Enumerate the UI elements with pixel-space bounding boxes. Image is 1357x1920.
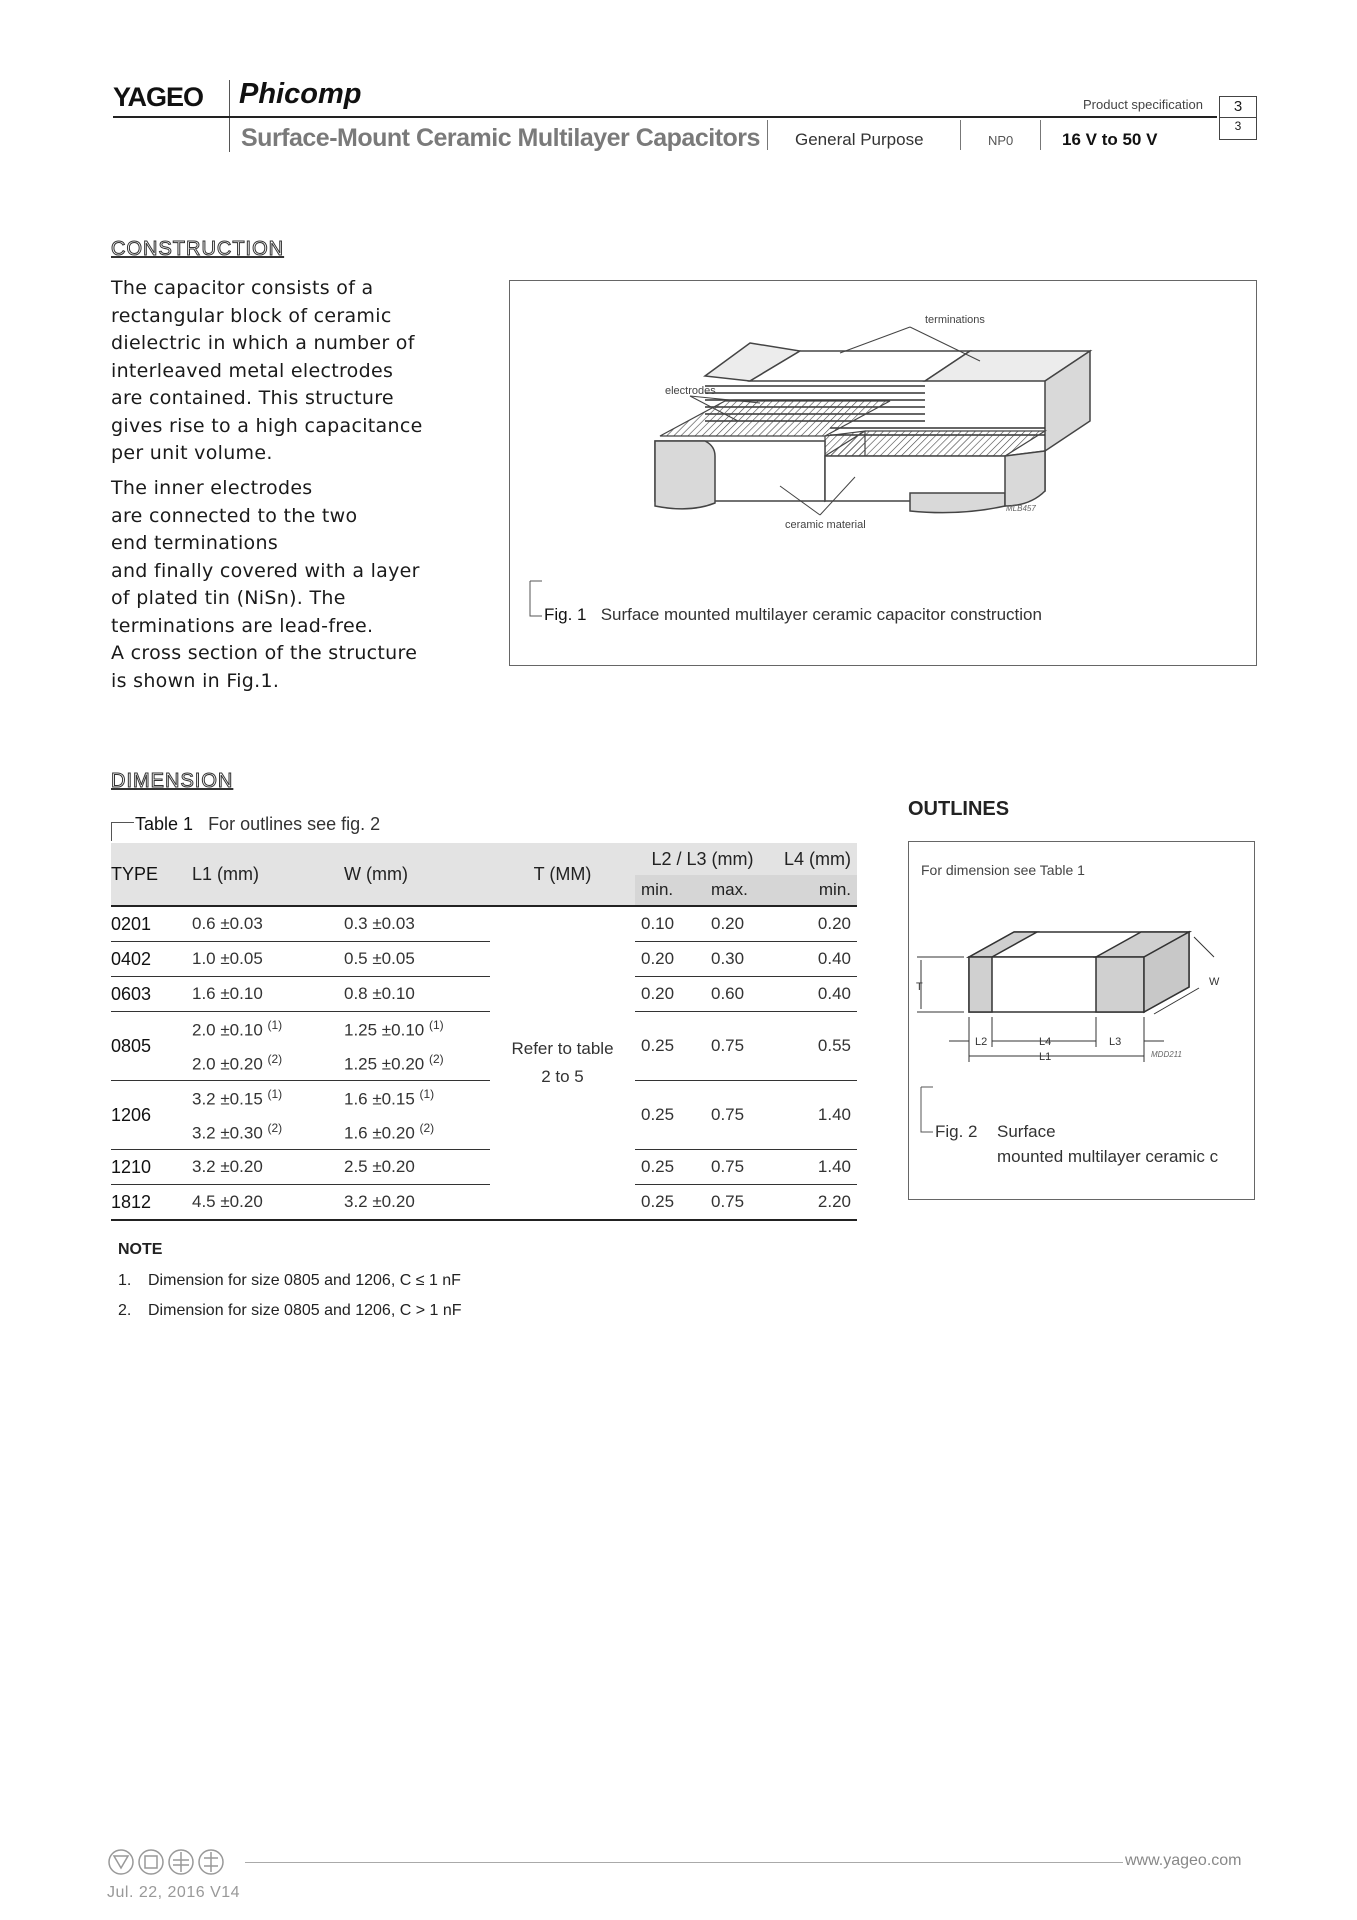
- fig2-caption-num: Fig. 2: [935, 1122, 978, 1141]
- dielectric: NP0: [988, 133, 1014, 148]
- cell-w: 0.3 ±0.03: [338, 906, 490, 942]
- fig2-label-w: W: [1209, 976, 1220, 988]
- col-type: TYPE: [111, 843, 186, 906]
- note-item: 1. Dimension for size 0805 and 1206, C ≤ 1 nF: [118, 1272, 461, 1289]
- fig1-caption-text: Surface mounted multilayer ceramic capacitor construction: [600, 605, 1042, 624]
- fig1-label-ceramic: ceramic material: [785, 519, 866, 531]
- cell-l2-min: 0.10: [635, 906, 705, 942]
- cell-w: 0.8 ±0.10: [338, 977, 490, 1012]
- construction-para-1-line: per unit volume.: [111, 442, 273, 464]
- phicomp-logo: Phicomp: [239, 78, 362, 110]
- cell-w: 1.25 ±0.10 $^{(1)}$: [344, 1017, 444, 1040]
- fig1-caption: [544, 605, 1042, 625]
- fig2-label-l2: L2: [975, 1036, 988, 1048]
- document-title: Surface-Mount Ceramic Multilayer Capacitors: [241, 124, 760, 152]
- fig2-label-l1: L1: [1039, 1051, 1052, 1063]
- table-row: [111, 1150, 857, 1185]
- cell-l2-max: 0.75: [705, 1012, 770, 1081]
- cell-l2-min: 0.20: [635, 977, 705, 1012]
- table-row: [111, 1185, 857, 1221]
- cell-l2-min: 0.25: [635, 1081, 705, 1150]
- header-rule: [113, 116, 1217, 118]
- cell-l1: 3.2 ±0.15 $^{(1)}$: [192, 1086, 283, 1109]
- cell-w: 0.5 ±0.05: [338, 942, 490, 977]
- voltage-range: 16 V to 50 V: [1062, 130, 1158, 149]
- construction-para-2-line: and finally covered with a layer: [111, 559, 420, 582]
- table-row: [111, 1012, 857, 1047]
- page-current: 3: [1233, 98, 1243, 115]
- notes-heading: NOTE: [118, 1241, 163, 1258]
- construction-para-2: [111, 475, 451, 695]
- table-row: [111, 977, 857, 1012]
- col-l2-max: max.: [705, 875, 770, 906]
- cell-w: 2.5 ±0.20: [338, 1150, 490, 1185]
- cell-l4-min: 2.20: [770, 1185, 857, 1221]
- fig1-code: MLB457: [1006, 504, 1036, 513]
- col-l4: L4 (mm): [770, 843, 857, 875]
- cell-type: 0603: [111, 977, 186, 1012]
- fig1-label-terminations: terminations: [925, 314, 985, 326]
- cell-l1: 1.0 ±0.05: [186, 942, 338, 977]
- note-item: 2. Dimension for size 0805 and 1206, C > 1 nF: [118, 1302, 462, 1319]
- footer-rule: [245, 1862, 1123, 1863]
- cell-l2-max: 0.60: [705, 977, 770, 1012]
- cell-l4-min: 0.20: [770, 906, 857, 942]
- fig2-code: MDD211: [1151, 1050, 1182, 1059]
- construction-heading: CONSTRUCTION: [111, 238, 285, 260]
- table-row: [111, 906, 857, 942]
- cell-l4-min: 0.55: [770, 1012, 857, 1081]
- construction-para-1-line: dielectric in which a number of: [111, 332, 415, 354]
- cell-w: 1.25 ±0.20 $^{(2)}$: [338, 1046, 490, 1081]
- construction-para-1-line: gives rise to a high capacitance: [111, 414, 423, 437]
- fig2-see-table: For dimension see Table 1: [921, 862, 1085, 878]
- footer-url[interactable]: www.yageo.com: [1125, 1852, 1242, 1869]
- fig2-caption-line1: Surface: [997, 1122, 1056, 1141]
- fig2-caption-line2: mounted multilayer ceramic c: [997, 1147, 1219, 1166]
- cell-l2-max: 0.75: [705, 1185, 770, 1221]
- cell-l2-max: 0.20: [705, 906, 770, 942]
- fig2-label-l3: L3: [1109, 1036, 1122, 1048]
- construction-para-2-line: terminations are lead-free.: [111, 614, 374, 637]
- cell-l2-max: 0.75: [705, 1150, 770, 1185]
- col-l4-min: min.: [770, 875, 857, 906]
- cell-l4-min: 1.40: [770, 1081, 857, 1150]
- cell-type: 0402: [111, 942, 186, 977]
- col-l1: L1 (mm): [186, 843, 338, 906]
- cell-l1: 2.0 ±0.10 $^{(1)}$: [192, 1017, 283, 1040]
- cell-l1: 3.2 ±0.20: [186, 1150, 338, 1185]
- certification-icons: [107, 1846, 247, 1878]
- cell-l2-min: 0.25: [635, 1150, 705, 1185]
- cell-l2-min: 0.25: [635, 1185, 705, 1221]
- construction-para-2-line: The inner electrodes: [111, 477, 313, 499]
- cell-l1: 3.2 ±0.30 $^{(2)}$: [186, 1115, 338, 1150]
- cell-l2-max: 0.30: [705, 942, 770, 977]
- table1-caption-num: Table 1: [135, 814, 194, 834]
- construction-para-2-line: end terminations: [111, 532, 279, 554]
- cell-type: 0805: [111, 1012, 186, 1081]
- cell-l1: 0.6 ±0.03: [186, 906, 338, 942]
- category: General Purpose: [795, 130, 924, 149]
- cell-l4-min: 1.40: [770, 1150, 857, 1185]
- outlines-heading: OUTLINES: [908, 798, 1010, 820]
- construction-para-1-line: are contained. This structure: [111, 387, 394, 409]
- cell-type: 1210: [111, 1150, 186, 1185]
- fig1-caption-num: Fig. 1: [544, 605, 587, 624]
- yageo-logo: YAGEO: [113, 82, 204, 112]
- fig2-outlines-figure: [908, 841, 1255, 1200]
- dimension-heading: DIMENSION: [111, 770, 234, 792]
- fig2-label-t: T: [916, 981, 923, 993]
- construction-para-2-line: is shown in Fig.1.: [111, 669, 280, 692]
- fig1-label-electrodes: electrodes: [665, 385, 716, 397]
- table1-caption-text: For outlines see fig. 2: [208, 814, 381, 834]
- cell-l1: 2.0 ±0.20 $^{(2)}$: [186, 1046, 338, 1081]
- construction-para-1-line: rectangular block of ceramic: [111, 304, 392, 327]
- cell-l1: 4.5 ±0.20: [186, 1185, 338, 1221]
- fig2-label-l4: L4: [1039, 1036, 1052, 1048]
- cell-type: 1812: [111, 1185, 186, 1221]
- table1-caption: [135, 814, 380, 835]
- footer-date: Jul. 22, 2016 V14: [107, 1884, 241, 1901]
- cell-l2-min: 0.25: [635, 1012, 705, 1081]
- fig1-construction-figure: [509, 280, 1257, 666]
- construction-para-1-line: The capacitor consists of a: [111, 277, 374, 299]
- cell-l1: 1.6 ±0.10: [186, 977, 338, 1012]
- dimension-table: [111, 843, 857, 1221]
- construction-para-1-line: interleaved metal electrodes: [111, 359, 394, 382]
- col-w: W (mm): [338, 843, 490, 906]
- cell-l2-min: 0.20: [635, 942, 705, 977]
- cell-t-refer: Refer to table 2 to 5: [490, 906, 635, 1220]
- cell-l2-max: 0.75: [705, 1081, 770, 1150]
- col-l2l3: L2 / L3 (mm): [635, 843, 770, 875]
- cell-l4-min: 0.40: [770, 977, 857, 1012]
- col-t: T (MM): [490, 843, 635, 906]
- page-total: 3: [1234, 119, 1242, 133]
- cell-w: 1.6 ±0.15 $^{(1)}$: [344, 1086, 435, 1109]
- cell-type: 0201: [111, 906, 186, 942]
- capacitor-outline-drawing: [909, 842, 1254, 1199]
- table-row: [111, 942, 857, 977]
- cell-w: 1.6 ±0.20 $^{(2)}$: [338, 1115, 490, 1150]
- cell-l4-min: 0.40: [770, 942, 857, 977]
- cell-w: 3.2 ±0.20: [338, 1185, 490, 1221]
- construction-para-2-line: of plated tin (NiSn). The: [111, 587, 346, 609]
- page-number-box: [1219, 96, 1257, 140]
- construction-para-1: [111, 275, 451, 468]
- col-l2-min: min.: [635, 875, 705, 906]
- doc-type: Product specification: [1083, 97, 1203, 112]
- table-row: [111, 1081, 857, 1116]
- construction-para-2-line: are connected to the two: [111, 504, 358, 527]
- cell-type: 1206: [111, 1081, 186, 1150]
- construction-para-2-line: A cross section of the structure: [111, 642, 418, 664]
